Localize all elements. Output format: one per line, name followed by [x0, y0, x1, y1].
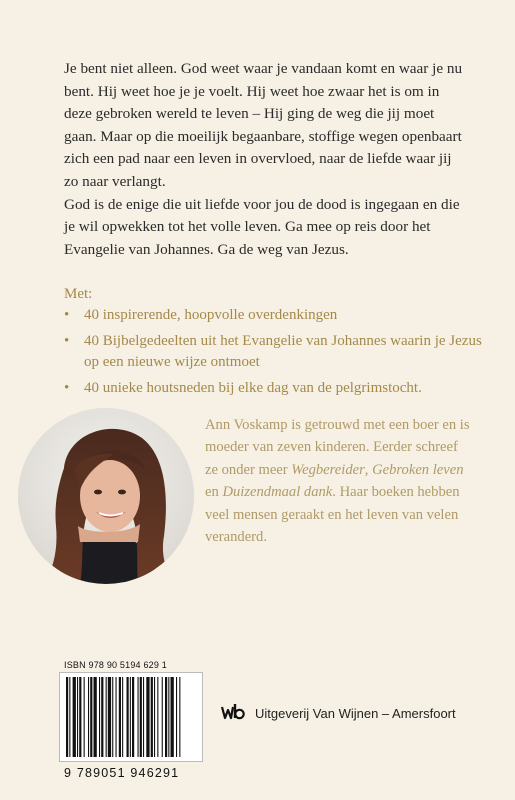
bio-book-title: Wegbereider — [291, 461, 365, 478]
barcode-bar — [112, 677, 113, 757]
barcode-bar — [69, 677, 70, 757]
bio-book-title: Duizendmaal dank — [222, 484, 333, 501]
bio-text: . Haar boeken hebben veel mensen geraakt en het leven van velen veranderd. — [205, 484, 460, 546]
bullet-icon: • — [64, 379, 70, 396]
barcode-bar — [132, 677, 134, 757]
bio-separator: en — [205, 484, 223, 501]
bio-book-title: Gebroken leven — [372, 461, 464, 478]
barcode-bars — [60, 673, 202, 761]
barcode-bar — [146, 677, 149, 757]
met-heading: Met: — [64, 286, 93, 302]
publisher-name: Uitgeverij Van Wijnen – Amersfoort — [255, 705, 456, 721]
barcode-bar — [162, 677, 163, 757]
barcode-bar — [84, 677, 85, 757]
barcode-bar — [106, 677, 107, 757]
barcode-bar — [66, 677, 68, 757]
barcode-bar — [157, 677, 158, 757]
barcode-bar — [101, 677, 103, 757]
barcode-bar — [171, 677, 174, 757]
barcode-digits: 9 789051 946291 — [64, 766, 180, 780]
barcode-bar — [94, 677, 97, 757]
intro-text — [64, 58, 464, 261]
publisher — [221, 703, 456, 723]
met-list-item — [64, 378, 484, 400]
barcode-bar — [108, 677, 111, 757]
barcode-bar — [127, 677, 129, 757]
barcode-bar — [130, 677, 131, 757]
wb-logo-icon — [221, 703, 245, 723]
barcode-bar — [138, 677, 139, 757]
bullet-icon: • — [64, 332, 70, 349]
author-bio — [205, 414, 470, 548]
barcode-bar — [140, 677, 142, 757]
barcode-bar — [168, 677, 169, 757]
author-portrait-illustration — [18, 408, 194, 584]
intro-paragraph-2: God is de enige die uit liefde voor jou de dood is ingegaan en die je wil opwekken tot het volle leven. Ga mee op reis door het Evangelie van Johannes. Ga de weg van Jezus. — [64, 195, 460, 258]
met-item-text: 40 Bijbelgedeelten uit het Evangelie van Johannes waarin je Jezus op een nieuwe wijze ontmoet — [84, 332, 482, 370]
intro-paragraph-1: Je bent niet alleen. God weet waar je vandaan komt en waar je nu bent. Hij weet hoe je je voelt. Hij weet hoe zwaar het is om in deze gebroken wereld te leven – Hij ging de weg die jij moet gaan. Maar op die moeilijk begaanbare, stoffige wegen openbaart zich een pad naar een leven in overvloed, naar de liefde waar jij zo naar verlangt. — [64, 60, 463, 190]
met-list — [64, 305, 484, 403]
barcode-bar — [154, 677, 155, 757]
barcode-bar — [179, 677, 180, 757]
barcode — [59, 672, 203, 762]
met-list-item — [64, 305, 484, 327]
barcode-bar — [151, 677, 153, 757]
met-item-text: 40 unieke houtsneden bij elke dag van de pelgrimstocht. — [84, 379, 422, 396]
isbn-label: ISBN 978 90 5194 629 1 — [64, 660, 167, 670]
met-list-item — [64, 331, 484, 374]
barcode-bar — [165, 677, 167, 757]
barcode-bar — [176, 677, 177, 757]
barcode-bar — [119, 677, 121, 757]
bullet-icon: • — [64, 307, 70, 323]
barcode-bar — [143, 677, 144, 757]
met-item-text: 40 inspirerende, hoopvolle overdenkingen — [84, 307, 338, 323]
barcode-bar — [77, 677, 78, 757]
barcode-bar — [122, 677, 123, 757]
barcode-bar — [73, 677, 76, 757]
bio-text: Ann Voskamp is getrouwd met een boer en is moeder van zeven kinderen. Eerder schreef ze onder meer — [205, 417, 470, 478]
barcode-bar — [116, 677, 117, 757]
barcode-bar — [90, 677, 92, 757]
bio-separator: , — [364, 461, 373, 478]
barcode-bar — [79, 677, 81, 757]
author-portrait — [18, 408, 194, 584]
barcode-bar — [88, 677, 89, 757]
barcode-bar — [99, 677, 100, 757]
